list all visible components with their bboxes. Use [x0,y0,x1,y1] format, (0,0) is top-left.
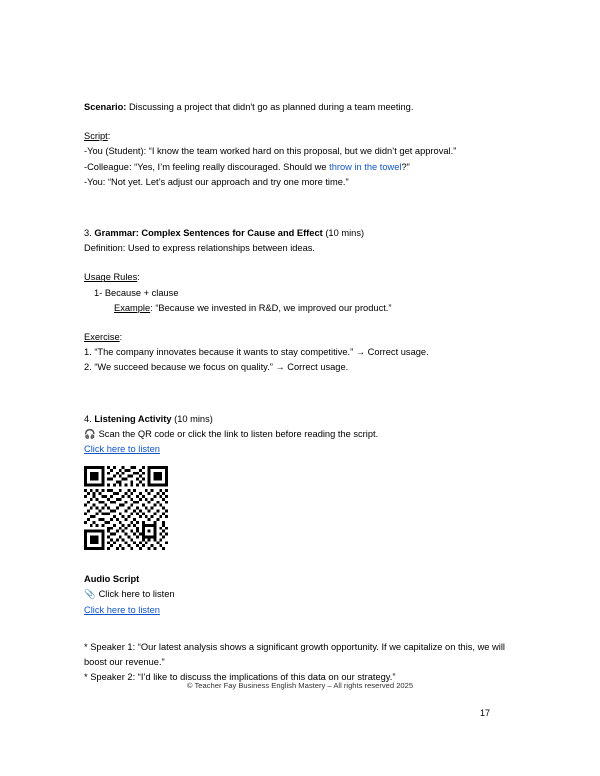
page-number-value: 17 [479,708,490,718]
script-line-2 [84,160,514,175]
section4-instruction: Scan the QR code or click the link to listen before reading the script. [98,428,379,439]
scenario-label: Scenario: [84,102,127,112]
spacer [84,212,514,226]
spacer [84,398,514,412]
section3-title: Grammar: Complex Sentences for Cause and Effect [94,228,323,239]
usage-rules-heading: Usage Rules [84,272,138,283]
section3-heading [84,226,514,241]
section4-number: 4. [84,413,92,424]
paperclip-icon: 📎 [84,589,96,600]
exercise-item-2: 2. “We succeed because we focus on quality.” → Correct usage. [84,362,349,373]
speaker-line-2: * Speaker 2: “I’d like to discuss the implications of this data on our strategy.” [84,672,396,683]
usage-rule-example [84,301,514,316]
audio-script-click-text: Click here to listen [98,589,175,600]
usage-rules-colon: : [137,272,140,283]
section3-duration: (10 mins) [325,228,365,239]
section4-heading [84,412,514,427]
section4-instruction-row [84,427,514,442]
document-body [84,100,514,685]
example-label: Example [114,302,151,313]
footer-copyright: © Teacher Fay Business English Mastery – All rights reserved 2025 [186,681,414,690]
listen-link-bottom[interactable]: Click here to listen [84,604,160,615]
spacer [84,618,514,640]
audio-script-title: Audio Script [84,574,140,585]
exercise-colon: : [119,332,123,343]
page-number [0,708,600,718]
spacer [84,115,514,129]
scenario-text: Discussing a project that didn't go as planned during a team meeting. [126,102,414,112]
spacer [84,256,514,270]
idiom-link-throw-in-the-towel[interactable]: throw in the towel [329,161,402,172]
audio-script-link-row [84,603,514,618]
audio-script-click-row [84,587,514,602]
script-heading: Script [84,131,108,142]
spacer [84,190,514,212]
exercise-item-1: 1. “The company innovates because it wants to stay competitive.” → Correct usage. [84,347,429,358]
spacer [84,550,514,572]
speaker-line-1: * Speaker 1: “Our latest analysis shows a significant growth opportunity. If we capitalize on this, we will boost our revenue.” [84,641,505,668]
script-line-1: -You (Student): “I know the team worked hard on this proposal, but we didn’t get approval.” [84,146,457,157]
spacer [84,316,514,330]
script-line-3: -You: “Not yet. Let’s adjust our approach and try one more time.” [84,176,349,187]
section3-definition: Definition: Used to express relationships between ideas. [84,243,316,254]
section3-number: 3. [84,228,92,239]
qr-code[interactable] [84,466,168,550]
spacer [84,376,514,398]
section4-link-row [84,442,514,457]
exercise-heading-row [84,330,514,345]
section4-duration: (10 mins) [174,413,213,424]
script-line-2-post: ?” [401,161,410,172]
scenario-paragraph [84,100,514,115]
exercise-heading: Exercise [84,332,120,343]
script-heading-row [84,129,514,144]
script-heading-colon: : [107,131,111,142]
usage-rule-item: 1- Because + clause [94,287,179,298]
audio-script-heading [84,572,514,587]
headphones-icon: 🎧 [84,428,96,439]
section4-title: Listening Activity [94,413,172,424]
usage-rules-heading-row [84,270,514,285]
example-text: : “Because we invested in R&D, we improved our product.” [150,302,392,313]
listen-link-top[interactable]: Click here to listen [84,444,160,455]
script-line-2-pre: -Colleague: “Yes, I’m feeling really discouraged. Should we [84,161,330,172]
